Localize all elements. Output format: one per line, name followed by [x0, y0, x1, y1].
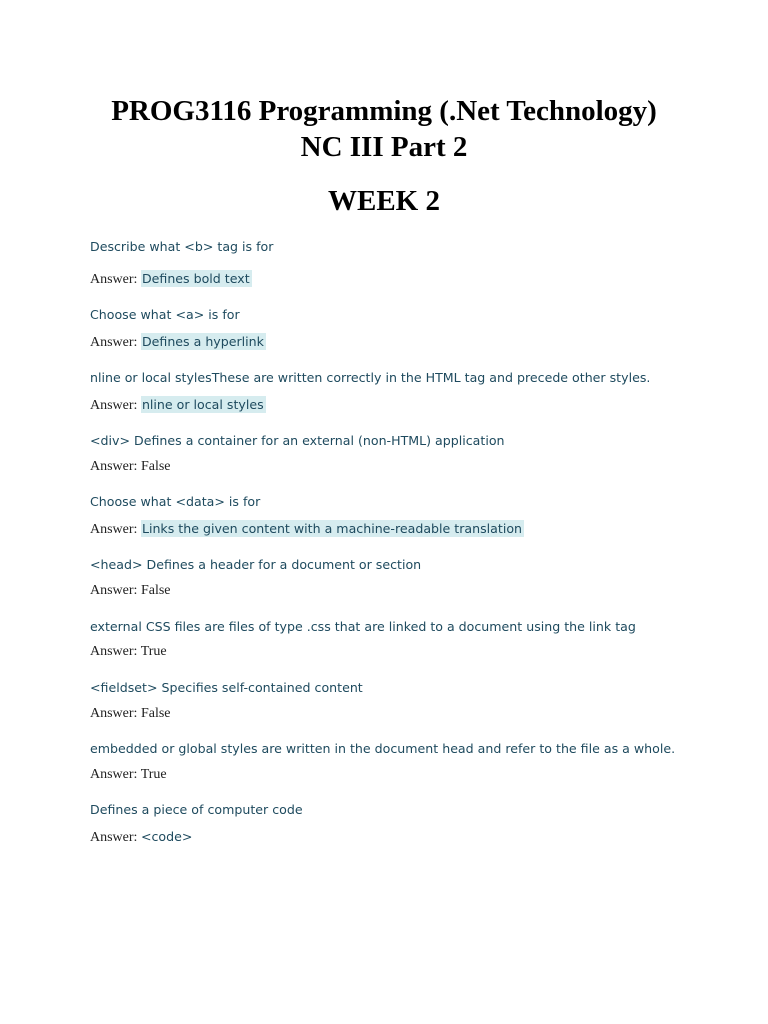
answer-line-10	[90, 827, 192, 848]
answer-value-10: <code>	[140, 829, 193, 844]
answer-label: Answer:	[90, 830, 138, 845]
answer-label: Answer:	[90, 583, 138, 598]
answer-label: Answer:	[90, 644, 138, 659]
answer-value-1: Defines bold text	[141, 271, 250, 286]
document-title-line-2: NC III Part 2	[300, 131, 468, 163]
question-6: <head> Defines a header for a document or section	[90, 557, 422, 572]
answer-line-3	[90, 395, 266, 416]
answer-value-8: False	[140, 706, 171, 721]
question-3: nline or local stylesThese are written correctly in the HTML tag and precede other styles.	[90, 370, 651, 385]
question-2: Choose what <a> is for	[90, 307, 240, 322]
question-10: Defines a piece of computer code	[90, 802, 303, 817]
answer-label: Answer:	[90, 459, 138, 474]
answer-value-7: True	[140, 644, 167, 659]
answer-label: Answer:	[90, 335, 138, 350]
answer-line-7	[90, 642, 167, 662]
question-4: <div> Defines a container for an external (non-HTML) application	[90, 433, 505, 448]
answer-label: Answer:	[90, 706, 138, 721]
answer-value-2: Defines a hyperlink	[141, 334, 264, 349]
answer-line-4	[90, 457, 171, 477]
answer-line-9	[90, 765, 167, 785]
answer-line-1	[90, 269, 252, 290]
answer-line-5	[90, 519, 524, 540]
answer-line-6	[90, 581, 171, 601]
answer-value-3: nline or local styles	[141, 397, 264, 412]
answer-label: Answer:	[90, 398, 138, 413]
week-heading: WEEK 2	[328, 185, 440, 217]
question-5: Choose what <data> is for	[90, 494, 261, 509]
document-title-line-1: PROG3116 Programming (.Net Technology)	[111, 95, 657, 127]
answer-line-2	[90, 332, 266, 353]
answer-value-9: True	[140, 767, 167, 782]
question-9: embedded or global styles are written in the document head and refer to the file as a whole.	[90, 741, 676, 756]
question-8: <fieldset> Specifies self-contained content	[90, 680, 363, 695]
answer-label: Answer:	[90, 522, 138, 537]
question-7: external CSS files are files of type .css that are linked to a document using the link tag	[90, 619, 636, 634]
question-1: Describe what <b> tag is for	[90, 239, 274, 254]
answer-value-6: False	[140, 583, 171, 598]
answer-label: Answer:	[90, 767, 138, 782]
answer-value-5: Links the given content with a machine-readable translation	[141, 521, 523, 536]
answer-label: Answer:	[90, 272, 138, 287]
answer-value-4: False	[140, 459, 171, 474]
answer-line-8	[90, 704, 171, 724]
